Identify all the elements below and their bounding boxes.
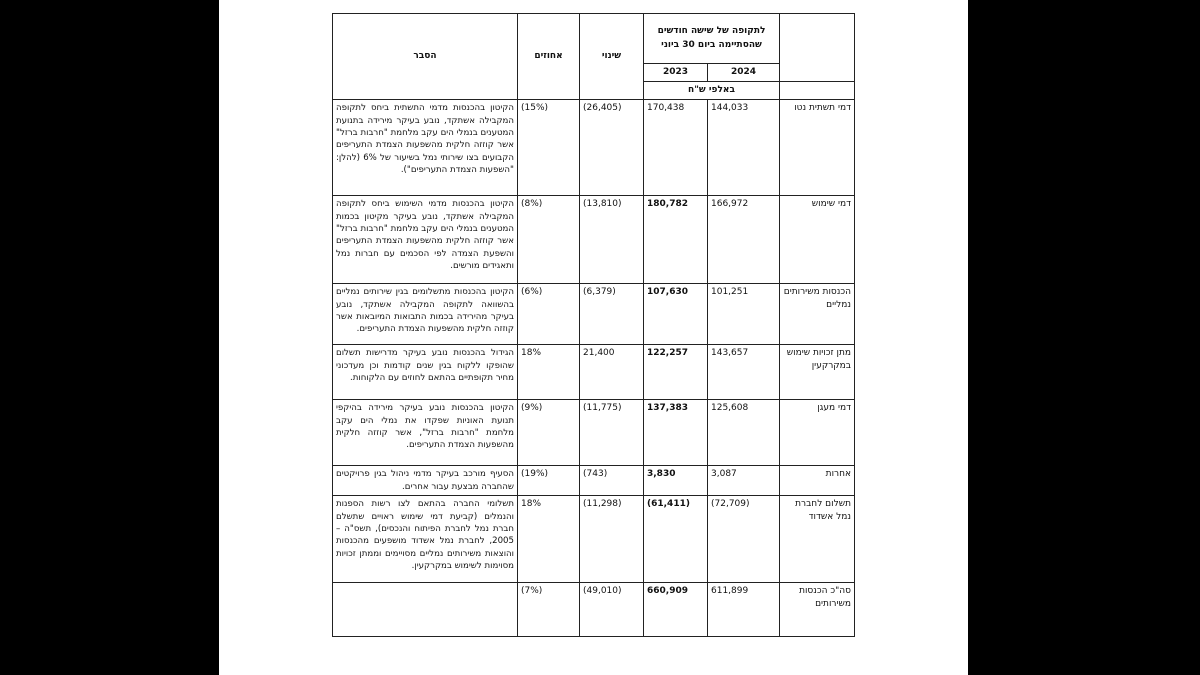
value-2024: 101,251 — [708, 284, 780, 345]
value-2023: 137,383 — [644, 400, 708, 466]
explanation-text: הקיטון בהכנסות מתשלומים בגין שירותים נמליים בהשוואה לתקופה המקבילה אשתקד, נובע בעיקר מהירידה בכמות התבואות המיובאות אשר קוזזה חלקית מהשפעות הצמדת התעריפים. — [333, 284, 518, 345]
row-label: דמי שימוש — [780, 196, 855, 284]
table-row — [333, 466, 855, 496]
table-row — [333, 345, 855, 400]
value-percent: (6%) — [518, 284, 580, 345]
explanation-text — [333, 583, 518, 637]
table-row — [333, 196, 855, 284]
value-change: (11,775) — [580, 400, 644, 466]
financial-table — [332, 13, 855, 637]
row-label: אחרות — [780, 466, 855, 496]
value-2023: 660,909 — [644, 583, 708, 637]
explanation-text: תשלומי החברה בהתאם לצו רשות הספנות והנמלים (קביעת דמי שימוש ראויים שתשלם חברת נמל לחברת הפיתוח והנכסים), תשס"ה – 2005, לחברת נמל אשדוד מושפעים מהכנסות והוצאות משירותים נמליים מסויימים וממתן זכויות מסוימות לשימוש במקרקעין. — [333, 496, 518, 583]
header-blank-cell — [780, 82, 855, 100]
table-row — [333, 100, 855, 196]
value-change: 21,400 — [580, 345, 644, 400]
value-change: (11,298) — [580, 496, 644, 583]
table-row-total — [333, 583, 855, 637]
header-year-2023: 2023 — [644, 64, 708, 82]
header-label-column — [780, 14, 855, 82]
row-label: מתן זכויות שימוש במקרקעין — [780, 345, 855, 400]
value-2023: (61,411) — [644, 496, 708, 583]
header-percent: אחוזים — [518, 14, 580, 100]
value-2024: 144,033 — [708, 100, 780, 196]
value-percent: (8%) — [518, 196, 580, 284]
value-percent: (19%) — [518, 466, 580, 496]
value-2023: 122,257 — [644, 345, 708, 400]
value-2024: 3,087 — [708, 466, 780, 496]
value-2024: 166,972 — [708, 196, 780, 284]
value-change: (6,379) — [580, 284, 644, 345]
value-change: (743) — [580, 466, 644, 496]
row-label: תשלום לחברת נמל אשדוד — [780, 496, 855, 583]
header-change: שינוי — [580, 14, 644, 100]
explanation-text: הקיטון בהכנסות נובע בעיקר מירידה בהיקפי תנועת האוניות שפקדו את נמלי הים עקב מלחמת "חרבות ברזל", אשר קוזזה חלקית מהשפעות הצמדת התעריפים. — [333, 400, 518, 466]
document-page — [219, 0, 968, 675]
explanation-text: הקיטון בהכנסות מדמי התשתית ביחס לתקופה המקבילה אשתקד, נובע בעיקר מירידה בתנועת המטענים בנמלי הים עקב מלחמת "חרבות ברזל" אשר קוזזה חלקית מהשפעות הצמדת התעריפים הקבועים בצו שירותי נמל בשיעור של 6% (להלן: "השפעות הצמדת התעריפים"). — [333, 100, 518, 196]
value-percent: (7%) — [518, 583, 580, 637]
explanation-text: הסעיף מורכב בעיקר מדמי ניהול בגין פרויקטים שהחברה מבצעת עבור אחרים. — [333, 466, 518, 496]
table-row — [333, 496, 855, 583]
value-percent: 18% — [518, 496, 580, 583]
value-change: (13,810) — [580, 196, 644, 284]
header-year-2024: 2024 — [708, 64, 780, 82]
value-2024: (72,709) — [708, 496, 780, 583]
value-2024: 125,608 — [708, 400, 780, 466]
value-2023: 180,782 — [644, 196, 708, 284]
value-percent: (9%) — [518, 400, 580, 466]
row-label: דמי תשתית נטו — [780, 100, 855, 196]
row-label: הכנסות משירותים נמליים — [780, 284, 855, 345]
value-change: (26,405) — [580, 100, 644, 196]
row-label: דמי מעגן — [780, 400, 855, 466]
value-2023: 107,630 — [644, 284, 708, 345]
header-period: לתקופה של שישה חודשים שהסתיימה ביום 30 ביוני — [644, 14, 780, 64]
explanation-text: הגידול בהכנסות נובע בעיקר מדרישות תשלום שהופקו ללקוח בגין שנים קודמות וכן מעדכוני מחיר תקופתיים בהתאם לחוזים עם הלקוחות. — [333, 345, 518, 400]
header-explanation: הסבר — [333, 14, 518, 100]
value-2024: 143,657 — [708, 345, 780, 400]
value-percent: (15%) — [518, 100, 580, 196]
value-2024: 611,899 — [708, 583, 780, 637]
value-change: (49,010) — [580, 583, 644, 637]
value-2023: 3,830 — [644, 466, 708, 496]
row-label: סה"כ הכנסות משירותים — [780, 583, 855, 637]
explanation-text: הקיטון בהכנסות מדמי השימוש ביחס לתקופה המקבילה אשתקד, נובע בעיקר מקיטון בכמות המטענים בנמלי הים עקב מלחמת "חרבות ברזל" אשר קוזזה חלקית מהשפעות הצמדת התעריפים והשפעת הצמדה לפי הסכמים עם חברות נמל ותאגידים מורשים. — [333, 196, 518, 284]
value-2023: 170,438 — [644, 100, 708, 196]
value-percent: 18% — [518, 345, 580, 400]
header-units: באלפי ש"ח — [644, 82, 780, 100]
table-row — [333, 284, 855, 345]
table-row — [333, 400, 855, 466]
